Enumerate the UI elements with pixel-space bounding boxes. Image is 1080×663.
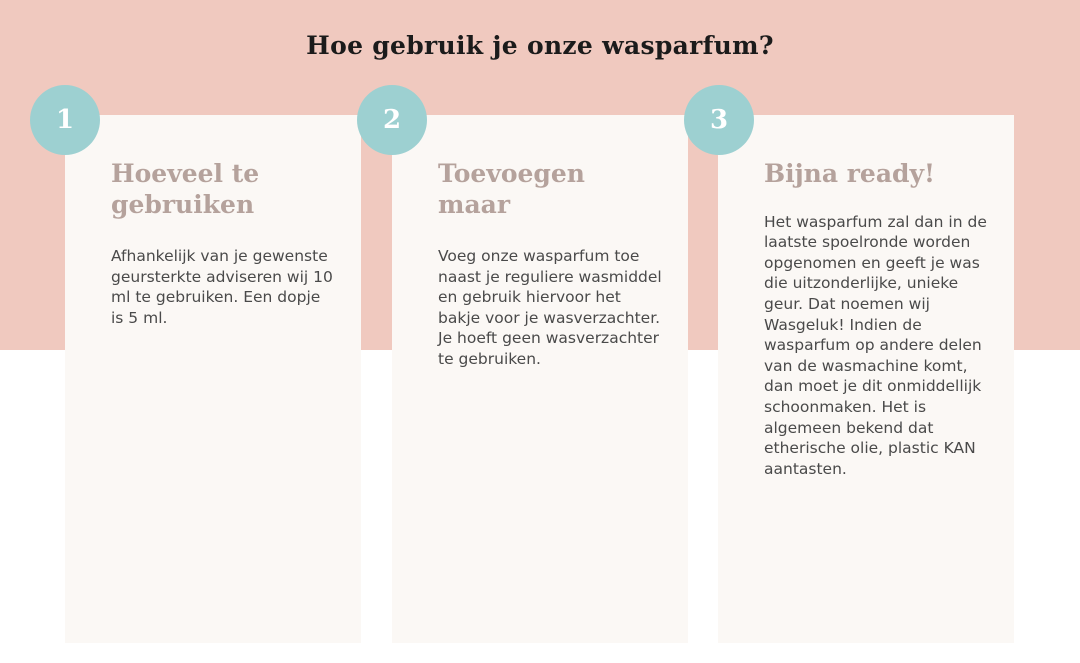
step-card-1 (65, 115, 361, 643)
step-card-3 (718, 115, 1014, 643)
step-badge-3: 3 (684, 85, 754, 155)
step-card-2-body: Voeg onze wasparfum toe naast je reguliere wasmiddel en gebruik hiervoor het bakje voor je wasverzachter. Je hoeft geen wasverzachter te gebruiken. (438, 247, 662, 369)
step-card-3-heading: Bijna ready! (764, 159, 936, 188)
step-card-1-heading: Hoeveel te gebruiken (111, 159, 260, 219)
step-badge-2: 2 (357, 85, 427, 155)
step-card-2-heading: Toevoegen maar (438, 159, 585, 219)
step-card-3-content (764, 159, 998, 479)
step-card-2-content (438, 159, 664, 370)
step-card-1-content (111, 159, 337, 328)
page-title: Hoe gebruik je onze wasparfum? (306, 30, 774, 60)
step-card-1-body: Afhankelijk van je gewenste geursterkte adviseren wij 10 ml te gebruiken. Een dopje is 5 ml. (111, 247, 333, 327)
step-card-2 (392, 115, 688, 643)
step-badge-1: 1 (30, 85, 100, 155)
step-card-3-body: Het wasparfum zal dan in de laatste spoelronde worden opgenomen en geeft je was die uitzonderlijke, unieke geur. Dat noemen wij Wasgeluk! Indien de wasparfum op andere delen van de wasmachine komt, dan moet je dit onmiddellijk schoonmaken. Het is algemeen bekend dat etherische olie, plastic KAN aantasten. (764, 212, 987, 478)
